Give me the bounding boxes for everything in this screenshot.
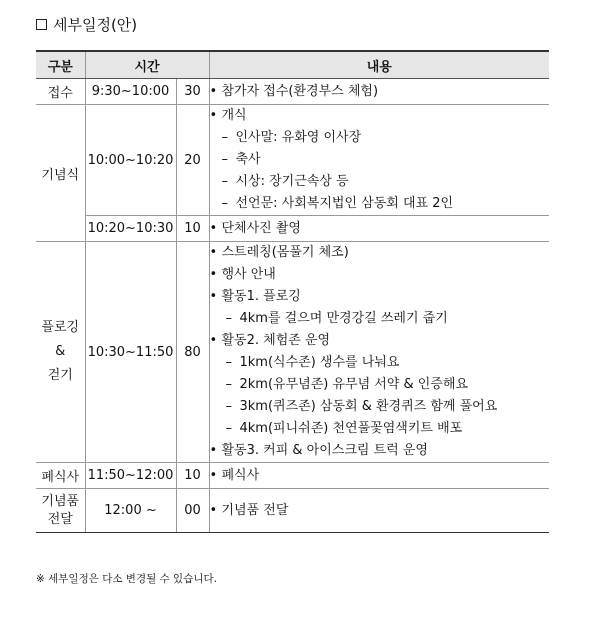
table-header-row [36, 51, 549, 79]
row-category: 폐식사 [36, 463, 85, 489]
row-content [209, 463, 549, 489]
category-line: 전달 [47, 511, 73, 527]
category-line: 플로깅 [41, 320, 80, 335]
content-line: – 1km(식수존) 생수를 나눠요 [210, 352, 550, 374]
content-line: – 4km를 걸으며 만경강길 쓰레기 줍기 [210, 308, 550, 330]
row-content [209, 489, 549, 533]
content-line: • 참가자 접수(환경부스 체험) [210, 81, 550, 103]
content-line: – 선언문: 사회복지법인 삼동회 대표 2인 [210, 193, 550, 215]
table-row [36, 489, 549, 533]
row-time: 9:30~10:00 [85, 79, 176, 105]
row-minutes: 10 [176, 463, 209, 489]
category-line: 기념품 [41, 493, 80, 509]
header-category: 구분 [36, 51, 85, 79]
row-category: 접수 [36, 79, 85, 105]
content-line: – 인사말: 유화영 이사장 [210, 127, 550, 149]
row-content [209, 79, 549, 105]
row-content [209, 216, 549, 242]
category-line: 걷기 [47, 368, 73, 383]
content-line: • 단체사진 촬영 [210, 218, 550, 240]
schedule-table [36, 50, 549, 533]
page-title-text: 세부일정(안) [53, 16, 138, 34]
content-line: • 활동3. 커피 & 아이스크림 트럭 운영 [210, 440, 550, 462]
header-content: 내용 [209, 51, 549, 79]
row-time: 10:20~10:30 [85, 216, 176, 242]
page-title [36, 14, 137, 35]
content-line: • 행사 안내 [210, 264, 550, 286]
row-minutes: 10 [176, 216, 209, 242]
row-time: 10:00~10:20 [85, 105, 176, 216]
table-row [36, 216, 549, 242]
content-line: – 4km(피니쉬존) 천연풀꽃염색키트 배포 [210, 418, 550, 440]
checkbox-icon [36, 19, 47, 30]
table-row [36, 79, 549, 105]
table-row [36, 242, 549, 463]
row-time: 10:30~11:50 [85, 242, 176, 463]
content-line: – 3km(퀴즈존) 삼동회 & 환경퀴즈 함께 풀어요 [210, 396, 550, 418]
content-line: • 스트레칭(몸풀기 체조) [210, 242, 550, 264]
row-time: 11:50~12:00 [85, 463, 176, 489]
row-minutes: 00 [176, 489, 209, 533]
content-line: • 개식 [210, 105, 550, 127]
row-content [209, 105, 549, 216]
content-line: – 시상: 장기근속상 등 [210, 171, 550, 193]
content-line: • 활동2. 체험존 운영 [210, 330, 550, 352]
table-row [36, 463, 549, 489]
row-minutes: 20 [176, 105, 209, 216]
row-content [209, 242, 549, 463]
footnote: ※ 세부일정은 다소 변경될 수 있습니다. [36, 573, 217, 585]
row-category [36, 242, 85, 463]
row-category: 기념식 [36, 105, 85, 242]
row-minutes: 30 [176, 79, 209, 105]
table-row [36, 105, 549, 216]
row-minutes: 80 [176, 242, 209, 463]
content-line: – 2km(유무념존) 유무념 서약 & 인증해요 [210, 374, 550, 396]
row-category [36, 489, 85, 533]
content-line: • 기념품 전달 [210, 500, 550, 522]
row-time: 12:00 ~ [85, 489, 176, 533]
content-line: – 축사 [210, 149, 550, 171]
category-line: & [55, 344, 66, 359]
header-time: 시간 [85, 51, 209, 79]
content-line: • 폐식사 [210, 465, 550, 487]
content-line: • 활동1. 플로깅 [210, 286, 550, 308]
